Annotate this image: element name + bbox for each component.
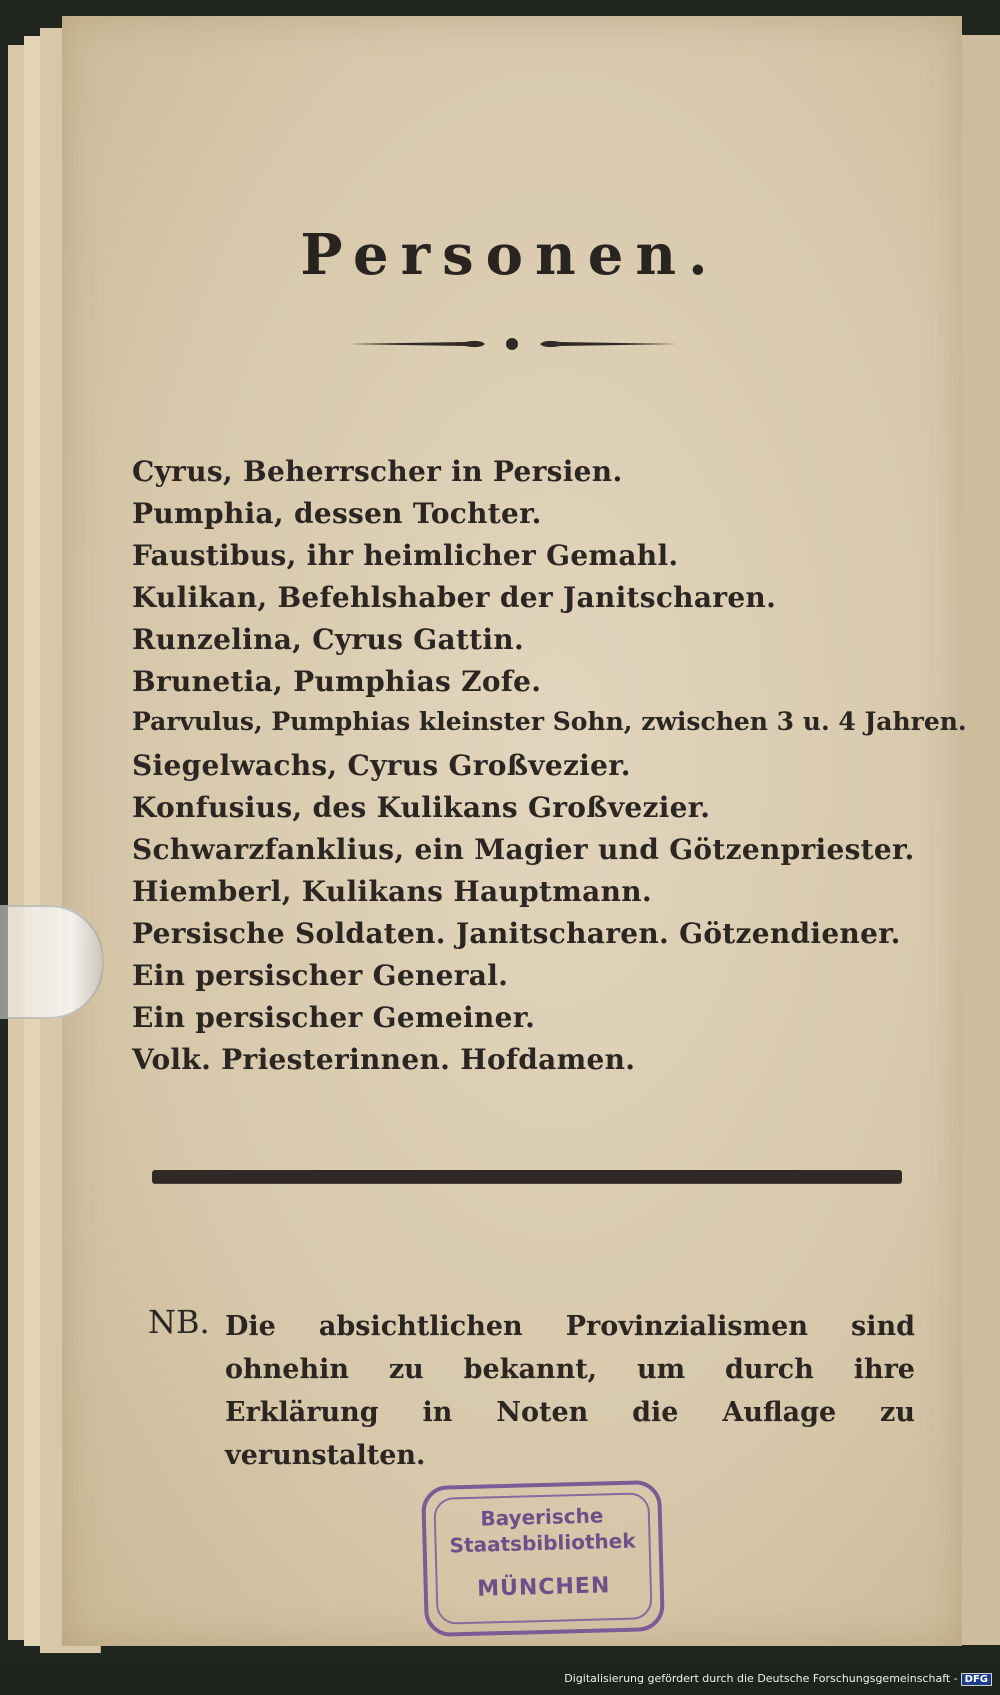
stamp-line: Bayerische — [480, 1503, 604, 1531]
stamp-line: MÜNCHEN — [476, 1573, 611, 1602]
page-title: Personen. — [300, 222, 720, 288]
digitization-credit — [564, 1672, 992, 1686]
dfg-logo: DFG — [961, 1673, 992, 1686]
person-entry: Ein persischer General. — [132, 959, 509, 992]
person-entry: Runzelina, Cyrus Gattin. — [132, 623, 525, 656]
person-entry: Volk. Priesterinnen. Hofdamen. — [132, 1043, 636, 1076]
person-entry: Schwarzfanklius, ein Magier und Götzenpriester. — [132, 833, 915, 866]
person-entry: Pumphia, dessen Tochter. — [132, 497, 542, 530]
note-text: Die absichtlichen Provinzialismen sind ohnehin zu bekannt, um durch ihre Erklärung in Noten die Auflage zu verunstalten. — [225, 1311, 915, 1471]
stamp-line: Staatsbibliothek — [449, 1528, 636, 1558]
person-entry: Faustibus, ihr heimlicher Gemahl. — [132, 539, 679, 572]
page-clip — [0, 905, 104, 1019]
person-entry: Brunetia, Pumphias Zofe. — [132, 665, 542, 698]
person-entry: Hiemberl, Kulikans Hauptmann. — [132, 875, 652, 908]
ornament-divider — [345, 337, 680, 351]
person-entry: Persische Soldaten. Janitscharen. Götzendiener. — [132, 917, 901, 950]
person-entry: Konfusius, des Kulikans Großvezier. — [132, 791, 711, 824]
person-entry: Kulikan, Befehlshaber der Janitscharen. — [132, 581, 777, 614]
horizontal-rule — [152, 1170, 902, 1183]
credit-text: Digitalisierung gefördert durch die Deutsche Forschungsgemeinschaft - — [564, 1672, 958, 1685]
person-entry: Ein persischer Gemeiner. — [132, 1001, 536, 1034]
person-entry: Cyrus, Beherrscher in Persien. — [132, 455, 623, 488]
person-entry: Parvulus, Pumphias kleinster Sohn, zwischen 3 u. 4 Jahren. — [132, 707, 967, 736]
person-entry: Siegelwachs, Cyrus Großvezier. — [132, 749, 631, 782]
library-stamp — [421, 1480, 665, 1637]
note-label: NB. — [148, 1303, 210, 1341]
facing-page-edge — [960, 35, 1000, 1645]
